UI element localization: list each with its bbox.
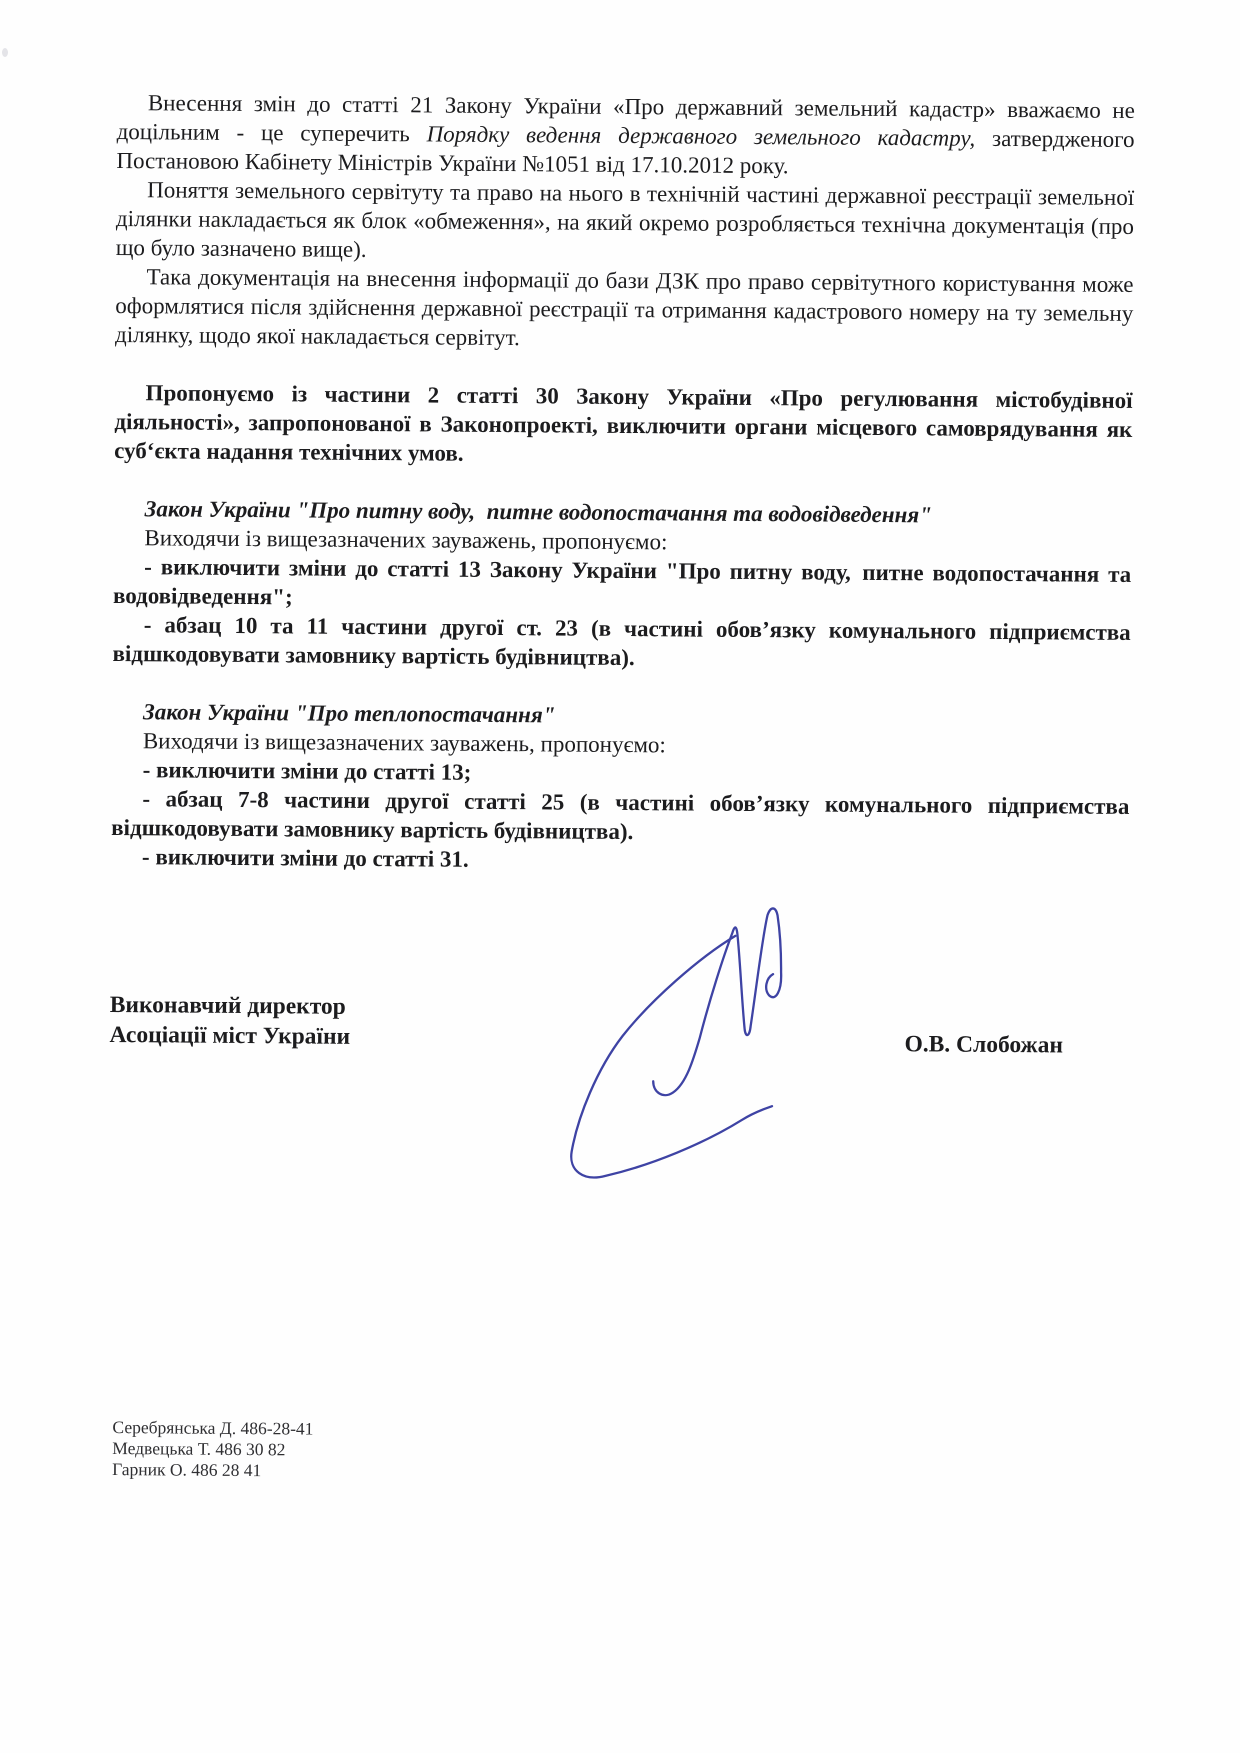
contact-line-serebrianska: Серебрянська Д. 486-28-41 — [112, 1417, 314, 1439]
contact-list — [112, 1417, 313, 1482]
contact-line-medvetska: Медвецька Т. 486 30 82 — [112, 1438, 286, 1460]
signature-stroke-m — [653, 907, 782, 1096]
paragraph-cadastre-start: Внесення змін до статті 21 Закону України «Про державний земельний кадастр» вважаємо не доцільним - це суперечить — [116, 90, 1135, 147]
law-heat-intro: Виходячи із вищезазначених зауважень, пропонуємо: — [142, 728, 666, 758]
paragraph-servitude: Поняття земельного сервітуту та право на нього в технічній частині державної реєстрації земельної ділянки накладається як блок «обмеження», на який окремо розробляється технічна документація (про що було зазначено вище). — [115, 177, 1135, 262]
law-water-intro: Виходячи із вищезазначених зауважень, пропонуємо: — [144, 525, 668, 555]
paragraph-proposal-article30: Пропонуємо із частини 2 статті 30 Закону України «Про регулювання містобудівної діяльності», запропонованої в Законопроекті, виключити органи місцевого самоврядування як суб‘єкта надання технічних умов. — [114, 380, 1133, 466]
paragraph-cadastre-end: затвердженого Постановою Кабінету Міністрів України №1051 від 17.10.2012 року. — [116, 125, 1135, 179]
paragraph-cadastre — [116, 88, 1135, 183]
signer-position — [109, 990, 350, 1052]
contact-line-harnyk: Гарник О. 486 28 41 — [112, 1459, 262, 1481]
letter-body — [104, 88, 1135, 1716]
law-heat-bullet-article31: - виключити зміни до статті 31. — [141, 844, 469, 872]
law-water-bullet-article23: - абзац 10 та 11 частини другої ст. 23 (в частині обов’язку комунального підприємства відшкодовувати замовнику вартість будівництва). — [112, 612, 1131, 671]
law-water-bullet-article13: - виключити зміни до статті 13 Закону України "Про питну воду, питне водопостачання та водовідведення"; — [112, 554, 1132, 610]
signature-ink — [544, 897, 810, 1195]
paragraph-dzk-registration: Така документація на внесення інформації до бази ДЗК про право сервітутного користування може оформлятися після здійснення державної реєстрації та отримання кадастрового номеру на ту земельну ділянку, щодо якої накладається сервітут. — [114, 264, 1134, 351]
paragraph-cadastre-italic-title: Порядку ведення державного земельного кадастру, — [426, 121, 976, 151]
signer-name: О.В. Слобожан — [904, 1031, 1064, 1059]
signature-stroke-loop — [571, 935, 773, 1179]
law-heat-bullet-article13: - виключити зміни до статті 13; — [142, 757, 472, 785]
law-heat-heading: Закон України "Про теплопостачання" — [143, 699, 556, 728]
scan-artifact — [2, 48, 8, 57]
signer-position-line1: Виконавчий директор — [109, 991, 346, 1020]
law-heat-bullet-article25: - абзац 7-8 частини другої статті 25 (в частині обов’язку комунального підприємства відшкодовувати замовнику вартість будівництва). — [111, 786, 1130, 845]
law-water-heading: Закон України "Про питну воду, питне водопостачання та водовідведення" — [144, 496, 933, 528]
signer-position-line2: Асоціації міст України — [109, 1021, 351, 1050]
